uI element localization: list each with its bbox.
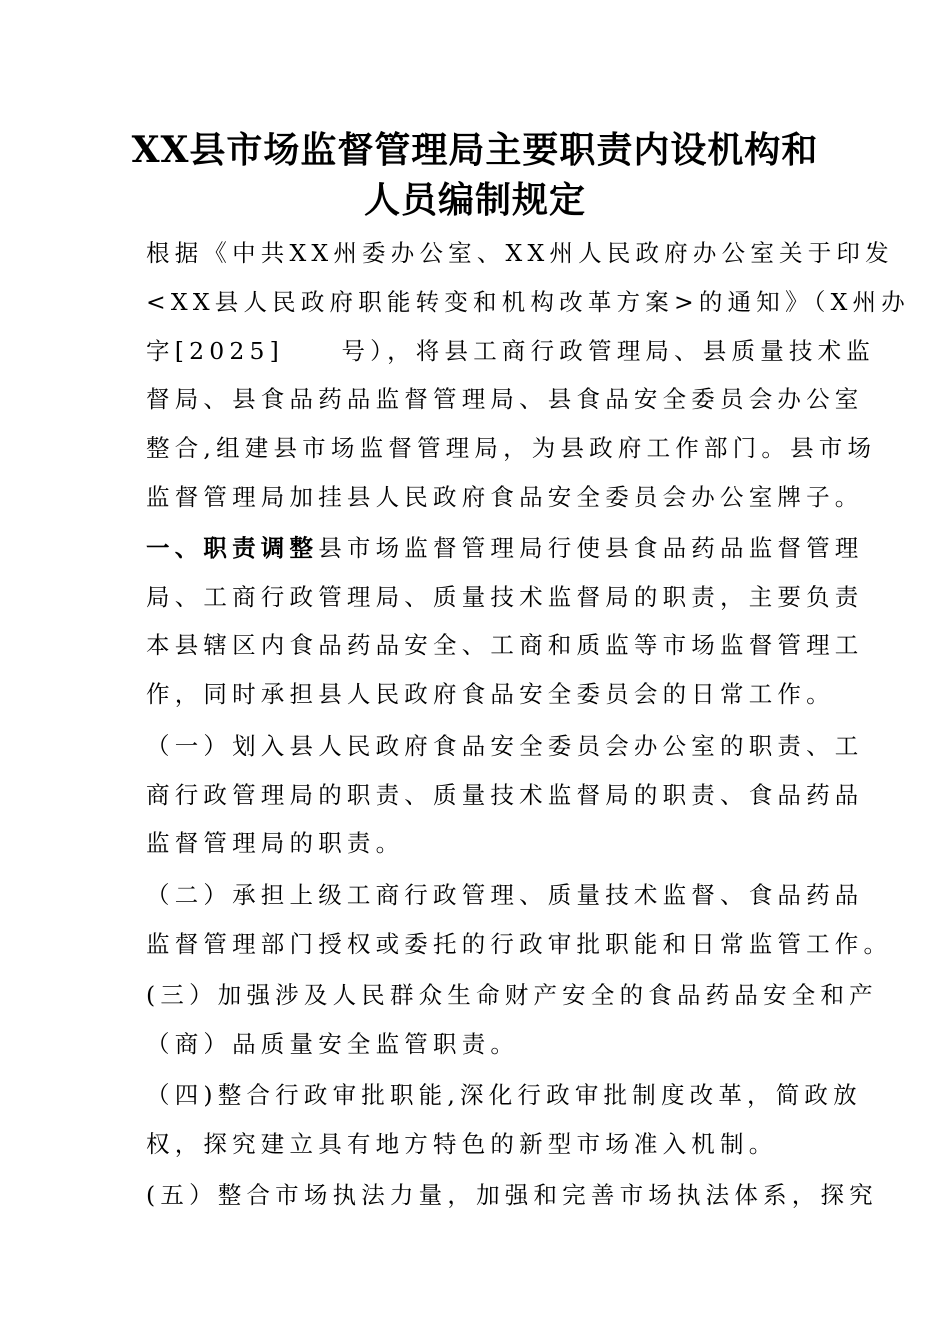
paragraph-line: 局、工商行政管理局、质量技术监督局的职责，主要负责 <box>146 583 864 611</box>
section-text: 县市场监督管理局行使县食品药品监督管理 <box>318 534 864 562</box>
paragraph-line: 根据《中共XX州委办公室、XX州人民政府办公室关于印发 <box>146 239 894 267</box>
paragraph-line: （一）划入县人民政府食品安全委员会办公室的职责、工 <box>146 732 864 760</box>
paragraph-line: 本县辖区内食品药品安全、工商和质监等市场监督管理工 <box>146 631 864 659</box>
paragraph-line: (三）加强涉及人民群众生命财产安全的食品药品安全和产 <box>146 981 878 1009</box>
document-title-line-1: XX县市场监督管理局主要职责内设机构和 <box>131 129 819 171</box>
paragraph-line: 商行政管理局的职责、质量技术监督局的职责、食品药品 <box>146 781 864 809</box>
paragraph-line: （商）品质量安全监管职责。 <box>146 1030 520 1058</box>
paragraph-line: (五）整合市场执法力量，加强和完善市场执法体系，探究 <box>146 1181 878 1209</box>
paragraph-line: 字[2025] 号），将县工商行政管理局、县质量技术监 <box>146 337 875 365</box>
paragraph-line: 监督管理局加挂县人民政府食品安全委员会办公室牌子。 <box>146 483 864 511</box>
paragraph-line: （二）承担上级工商行政管理、质量技术监督、食品药品 <box>146 881 864 909</box>
section-heading: 一、职责调整 <box>146 534 319 562</box>
paragraph-line: 督局、县食品药品监督管理局、县食品安全委员会办公室 <box>146 385 864 413</box>
paragraph-line: 权，探究建立具有地方特色的新型市场准入机制。 <box>146 1130 778 1158</box>
paragraph-line: <XX县人民政府职能转变和机构改革方案>的通知》（X州办 <box>146 288 910 316</box>
section-one-line <box>146 531 864 565</box>
paragraph-line: 作，同时承担县人民政府食品安全委员会的日常工作。 <box>146 680 835 708</box>
paragraph-line: 监督管理部门授权或委托的行政审批职能和日常监管工作。 <box>146 930 893 958</box>
paragraph-line: （四)整合行政审批职能,深化行政审批制度改革，简政放 <box>146 1081 862 1109</box>
paragraph-line: 监督管理局的职责。 <box>146 829 405 857</box>
document-title-line-2: 人员编制规定 <box>363 179 586 221</box>
paragraph-line: 整合,组建县市场监督管理局，为县政府工作部门。县市场 <box>146 434 877 462</box>
